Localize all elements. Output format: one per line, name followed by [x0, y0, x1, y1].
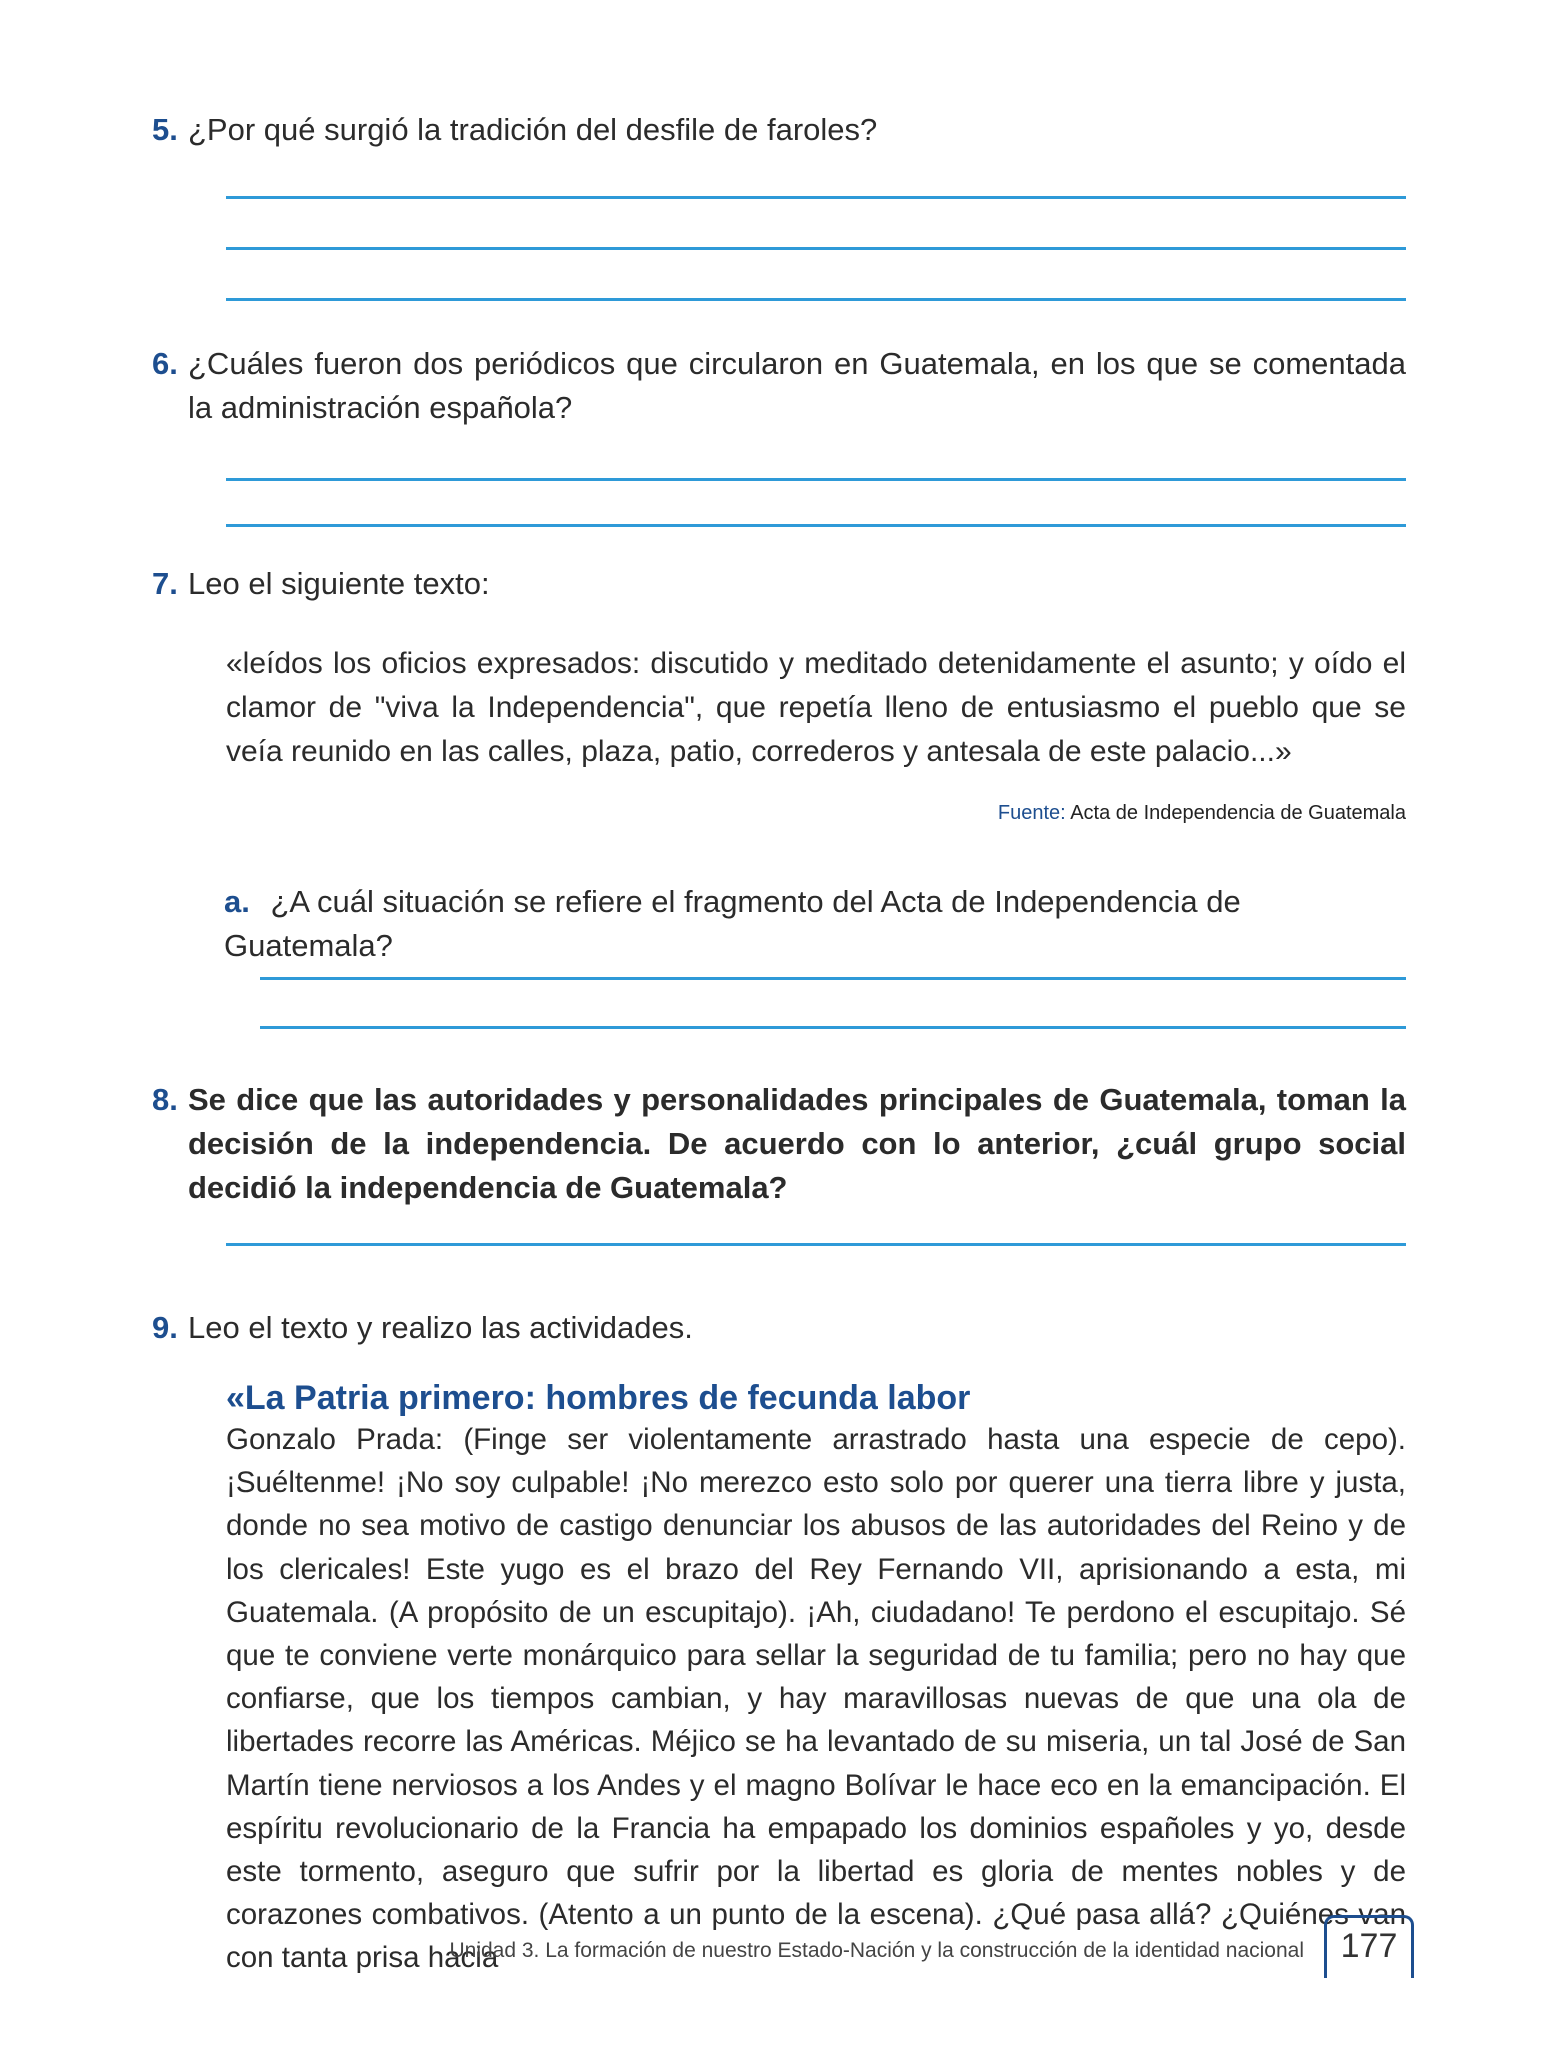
- footer-unit-title: Unidad 3. La formación de nuestro Estado-Nación y la construcción de la identidad nacional: [449, 1939, 1304, 1962]
- answer-line[interactable]: [260, 1026, 1406, 1029]
- quote-text: «leídos los oficios expresados: discutido y meditado detenidamente el asunto; y oído el clamor de "viva la Independencia", que repetía lleno de entusiasmo el pueblo que se veía reunido en las calles, plaza, patio, correderos y antesala de este palacio...»: [226, 647, 1406, 768]
- answer-line[interactable]: [226, 247, 1406, 250]
- question-text: ¿Por qué surgió la tradición del desfile de faroles?: [188, 112, 878, 147]
- quote-source: [998, 800, 1406, 826]
- question-number: 6.: [152, 346, 178, 381]
- question-6: [152, 342, 1406, 430]
- question-text: Se dice que las autoridades y personalidades principales de Guatemala, toman la decisión de la independencia. De acuerdo con lo anterior, ¿cuál grupo social decidió la independencia de Guatemala?: [188, 1082, 1406, 1205]
- source-label: Fuente:: [997, 802, 1066, 824]
- question-number: 5.: [152, 112, 178, 147]
- question-number: 9.: [152, 1310, 178, 1345]
- question-8: [152, 1078, 1406, 1210]
- question-number: 7.: [152, 566, 178, 601]
- question-text: Leo el siguiente texto:: [188, 566, 490, 601]
- page-number: 177: [1340, 1927, 1398, 1965]
- question-text: ¿Cuáles fueron dos periódicos que circularon en Guatemala, en los que se comentada la administración española?: [188, 346, 1406, 425]
- answer-line[interactable]: [226, 478, 1406, 481]
- question-5: [152, 108, 1406, 152]
- answer-line[interactable]: [226, 196, 1406, 199]
- subquestion-letter: a.: [224, 884, 250, 919]
- answer-line[interactable]: [226, 524, 1406, 527]
- question-number: 8.: [152, 1082, 178, 1117]
- question-7: [152, 562, 1406, 606]
- question-9: [152, 1306, 1406, 1350]
- passage-title: «La Patria primero: hombres de fecunda labor: [226, 1379, 971, 1417]
- answer-line[interactable]: [226, 1243, 1406, 1246]
- subquestion-text: ¿A cuál situación se refiere el fragmento del Acta de Independencia de Guatemala?: [224, 884, 1241, 963]
- question-7a: [224, 880, 1404, 968]
- answer-line[interactable]: [226, 298, 1406, 301]
- question-text: Leo el texto y realizo las actividades.: [188, 1310, 693, 1345]
- passage-text: Gonzalo Prada: (Finge ser violentamente arrastrado hasta una especie de cepo). ¡Suéltenme! ¡No soy culpable! ¡No merezco esto solo por querer una tierra libre y justa, donde no sea motivo de castigo denunciar los abusos de las autoridades del Reino y de los clericales! Este yugo es el brazo del Rey Fernando VII, aprisionando a esta, mi Guatemala. (A propósito de un escupitajo). ¡Ah, ciudadano! Te perdono el escupitajo. Sé que te conviene verte monárquico para sellar la seguridad de tu familia; pero no hay que confiarse, que los tiempos cambian, y hay maravillosas nuevas de que una ola de libertades recorre las Américas. Méjico se ha levantado de su miseria, un tal José de San Martín tiene nerviosos a los Andes y el magno Bolívar le hace eco en la emancipación. El espíritu revolucionario de la Francia ha empapado los dominios españoles y yo, desde este tormento, aseguro que sufrir por la libertad es gloria de mentes nobles y de corazones combativos. (Atento a un punto de la escena). ¿Qué pasa allá? ¿Quiénes van con tanta prisa hacia: [226, 1423, 1406, 1975]
- answer-line[interactable]: [260, 977, 1406, 980]
- source-text: Acta de Independencia de Guatemala: [1070, 802, 1406, 824]
